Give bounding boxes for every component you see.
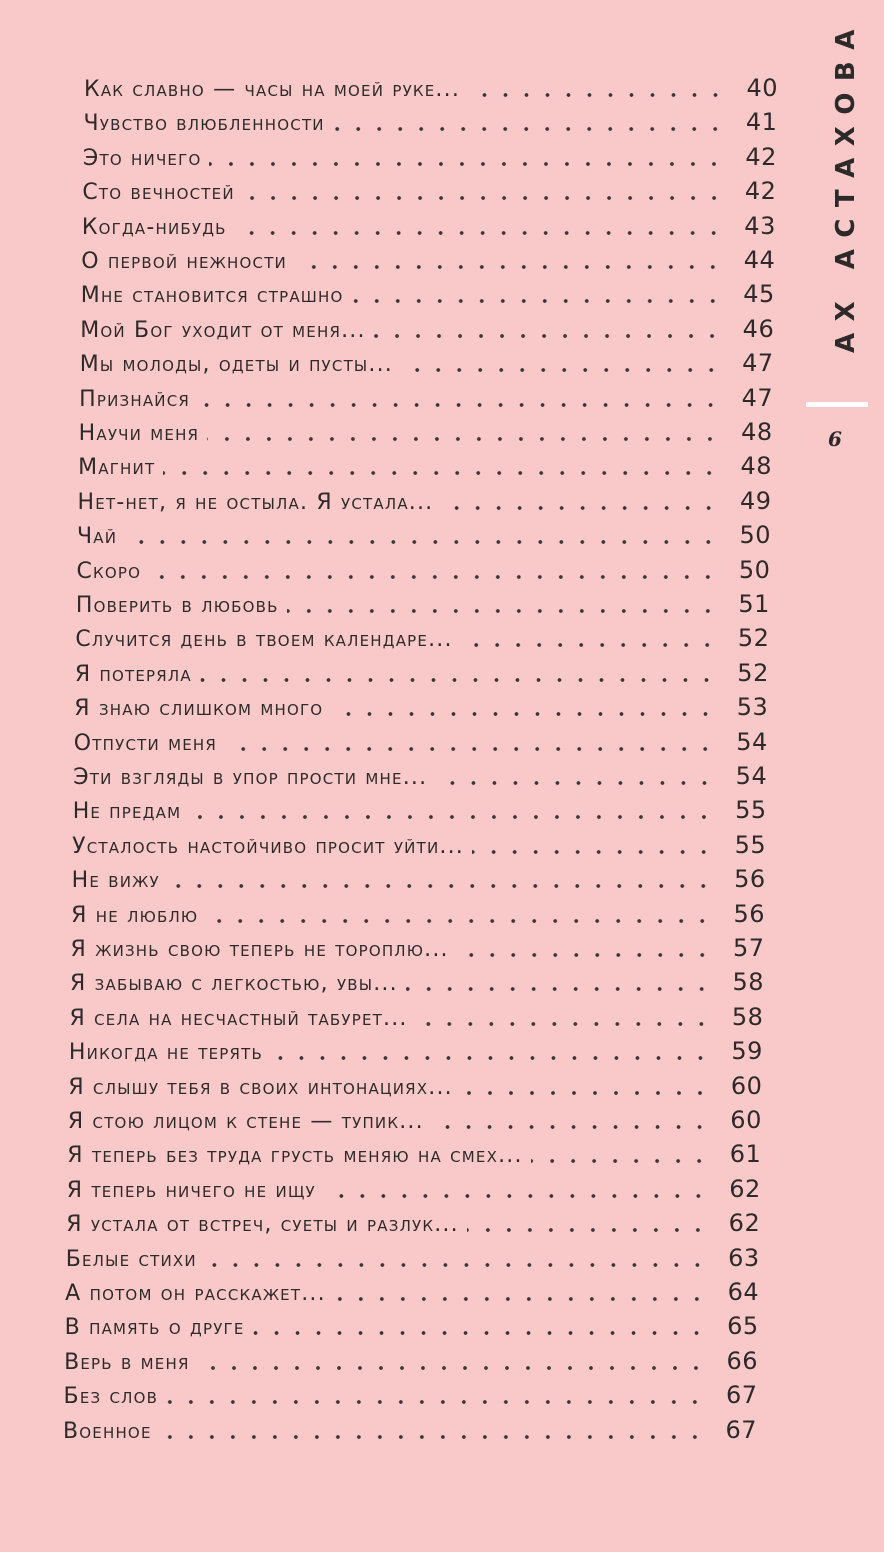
toc-entry-page: 45 (743, 280, 775, 309)
toc-entry-page: 57 (732, 934, 765, 962)
toc-entry-page: 42 (745, 142, 777, 171)
dot-leader (333, 127, 726, 131)
dot-leader (295, 265, 723, 269)
dot-leader (200, 678, 717, 682)
toc-entry-title: Я жизнь свою теперь не тороплю... (70, 937, 449, 962)
toc-entry-title: Скоро (76, 558, 142, 584)
toc-entry-page: 50 (738, 555, 771, 584)
dot-leader (324, 1194, 709, 1198)
toc-entry-page: 49 (739, 486, 772, 515)
toc-entry (82, 210, 776, 240)
dot-leader (149, 575, 718, 579)
toc-entry (81, 278, 775, 308)
toc-entry-title: Магнит (78, 455, 156, 481)
toc-entry-title: Я теперь без труда грусть меняю на смех... (67, 1143, 523, 1169)
toc-entry-page: 51 (738, 590, 770, 618)
toc-entry-page: 56 (734, 865, 766, 894)
toc-entry-title: Военное (63, 1418, 152, 1444)
toc-entry-title: Эти взгляды в упор прости мне... (73, 765, 428, 790)
dot-leader (374, 334, 723, 338)
toc-entry-page: 40 (746, 74, 778, 102)
toc-entry-page: 67 (725, 1381, 758, 1410)
toc-entry-page: 63 (728, 1243, 760, 1272)
toc-entry-title: Когда-нибудь (81, 214, 227, 240)
dot-leader (416, 1022, 712, 1026)
toc-entry (71, 898, 765, 928)
toc-entry-page: 58 (731, 1002, 764, 1031)
toc-entry (79, 416, 773, 446)
dot-leader (461, 1091, 711, 1095)
dot-leader (352, 299, 723, 303)
toc-entry (64, 1379, 758, 1409)
toc-entry-title: Не вижу (71, 868, 160, 894)
dot-leader (331, 712, 716, 716)
toc-entry (83, 106, 777, 136)
toc-entry-title: А потом он расскажет... (65, 1281, 326, 1306)
dot-leader (334, 1297, 707, 1301)
toc-entry-title: О первой нежности (81, 249, 287, 274)
toc-entry-title: Мы молоды, одеты и пусты... (79, 352, 393, 378)
toc-entry-page: 44 (743, 246, 776, 274)
toc-entry-title: Верь в меня (64, 1349, 190, 1375)
toc-entry (66, 1207, 760, 1237)
toc-entry-page: 47 (742, 349, 774, 378)
toc-entry-page: 66 (726, 1346, 759, 1375)
toc-entry-page: 55 (735, 796, 767, 825)
toc-entry-title: Усталость настойчиво просит уйти... (72, 833, 464, 859)
toc-entry-page: 62 (728, 1209, 761, 1238)
toc-entry-page: 52 (737, 658, 769, 687)
toc-entry-title: Без слов (63, 1384, 159, 1410)
toc-entry (67, 1138, 761, 1168)
dot-leader (461, 643, 718, 647)
dot-leader (160, 1435, 705, 1439)
toc-entry (72, 863, 766, 893)
dot-leader (271, 1056, 711, 1060)
toc-entry (83, 141, 777, 171)
toc-entry-page: 50 (739, 521, 771, 550)
toc-entry-title: Белые стихи (65, 1246, 197, 1272)
dot-leader (235, 231, 724, 235)
dot-leader (441, 506, 719, 510)
toc-entry-title: Я теперь ничего не ищу (66, 1177, 316, 1203)
dot-leader (198, 403, 721, 407)
toc-entry (76, 554, 770, 584)
toc-entry (65, 1310, 759, 1340)
toc-entry-title: Чай (77, 524, 118, 550)
toc-entry (73, 794, 767, 824)
dot-leader (435, 781, 715, 785)
toc-entry (75, 657, 769, 687)
toc-entry-title: Я стою лицом к стене — тупик... (67, 1109, 424, 1134)
toc-entry (77, 519, 771, 549)
toc-entry (63, 1414, 757, 1444)
toc-entry-title: Мне становится страшно (80, 283, 344, 309)
toc-entry (74, 726, 768, 756)
toc-entry-title: Нет-нет, я не остыла. Я устала... (77, 489, 434, 515)
dot-leader (206, 919, 713, 923)
toc-entry-title: Я потеряла (74, 661, 192, 687)
toc-entry-page: 48 (741, 418, 773, 446)
toc-entry (74, 691, 768, 721)
toc-entry-page: 46 (742, 314, 775, 343)
toc-entry-title: Случится день в твоем календаре... (75, 627, 453, 653)
toc-entry-title: Признайся (79, 386, 191, 412)
toc-entry (73, 760, 767, 790)
dot-leader (125, 540, 719, 544)
toc-entry-page: 59 (731, 1037, 763, 1066)
dot-leader (253, 1331, 707, 1335)
toc-entry-title: Как славно — часы на моей руке... (84, 77, 461, 102)
toc-entry-title: Поверить в любовь (75, 593, 279, 618)
toc-entry (84, 72, 778, 102)
toc-entry-page: 65 (727, 1312, 759, 1341)
toc-entry (68, 1070, 762, 1100)
toc-entry (81, 244, 775, 274)
dot-leader (168, 884, 714, 888)
toc-entry (79, 382, 773, 412)
dot-leader (243, 196, 725, 200)
toc-entry (78, 485, 772, 515)
dot-leader (225, 747, 716, 751)
toc-entry-page: 47 (741, 383, 774, 412)
toc-entry-title: Не предам (72, 799, 182, 825)
toc-entry (82, 175, 776, 205)
toc-entry (66, 1242, 760, 1272)
dot-leader (166, 1400, 705, 1404)
dot-leader (207, 437, 720, 441)
toc-entry (67, 1173, 761, 1203)
toc-entry-title: Я знаю слишком много (74, 696, 324, 722)
toc-entry-page: 58 (732, 968, 764, 997)
toc-entry-title: Я села на несчастный табурет... (69, 1005, 408, 1031)
toc-entry (64, 1345, 758, 1375)
toc-entry-page: 61 (729, 1140, 762, 1169)
toc-entry-title: В память о друге (64, 1315, 245, 1341)
toc-entry (80, 347, 774, 377)
divider (806, 402, 868, 407)
toc-entry-page: 56 (733, 899, 766, 928)
dot-leader (531, 1159, 710, 1163)
toc-entry (72, 829, 766, 859)
toc-entry-title: Никогда не терять (68, 1040, 263, 1066)
toc-entry-page: 48 (740, 452, 773, 481)
toc-entry-page: 55 (734, 830, 767, 859)
toc-entry (78, 450, 772, 480)
toc-entry-page: 42 (744, 177, 777, 206)
page-number: 6 (828, 427, 842, 451)
toc-entry (75, 622, 769, 652)
dot-leader (457, 953, 713, 957)
toc-entry-title: Отпусти меня (73, 730, 218, 756)
toc-entry (76, 588, 770, 618)
toc-entry-title: Я не люблю (71, 902, 199, 928)
toc-entry-title: Я забываю с легкостью, увы... (70, 971, 398, 997)
dot-leader (401, 368, 722, 372)
toc-entry (69, 1001, 763, 1031)
dot-leader (205, 1263, 708, 1267)
dot-leader (189, 815, 714, 819)
toc-entry-page: 41 (745, 108, 778, 137)
dot-leader (287, 609, 718, 613)
toc-entry-page: 64 (727, 1278, 760, 1306)
dot-leader (468, 93, 726, 97)
toc-entry (69, 1035, 763, 1065)
toc-entry (80, 313, 774, 343)
toc-entry-page: 67 (725, 1415, 757, 1444)
dot-leader (163, 471, 720, 475)
toc-entry-page: 54 (736, 727, 768, 756)
toc-entry-title: Это ничего (82, 145, 202, 171)
author-running-head: АХ АСТАХОВА (831, 18, 861, 353)
toc-entry-title: Я устала от встреч, суеты и разлук... (66, 1212, 459, 1238)
toc-entry-page: 60 (730, 1071, 763, 1100)
dot-leader (432, 1125, 710, 1129)
toc-entry-page: 53 (736, 693, 769, 722)
toc-entry-title: Мой Бог уходит от меня... (80, 317, 366, 343)
dot-leader (472, 850, 714, 854)
toc-entry-page: 60 (730, 1106, 762, 1134)
toc-entry-page: 62 (729, 1174, 761, 1203)
dot-leader (198, 1366, 706, 1370)
dot-leader (467, 1228, 708, 1232)
dot-leader (406, 987, 712, 991)
toc-entry-title: Я слышу тебя в своих интонациях... (68, 1074, 453, 1100)
toc-entry (70, 966, 764, 996)
toc-entry-title: Чувство влюбленности (83, 111, 325, 137)
dot-leader (209, 162, 724, 166)
toc-entry (68, 1104, 762, 1134)
toc-entry-page: 43 (744, 211, 776, 240)
toc-entry (71, 932, 765, 962)
toc-entry-title: Сто вечностей (82, 180, 235, 206)
toc-entry-title: Научи меня (78, 421, 200, 446)
toc-entry-page: 54 (735, 762, 768, 790)
toc-entry (65, 1276, 759, 1306)
toc-entry-page: 52 (737, 624, 770, 653)
